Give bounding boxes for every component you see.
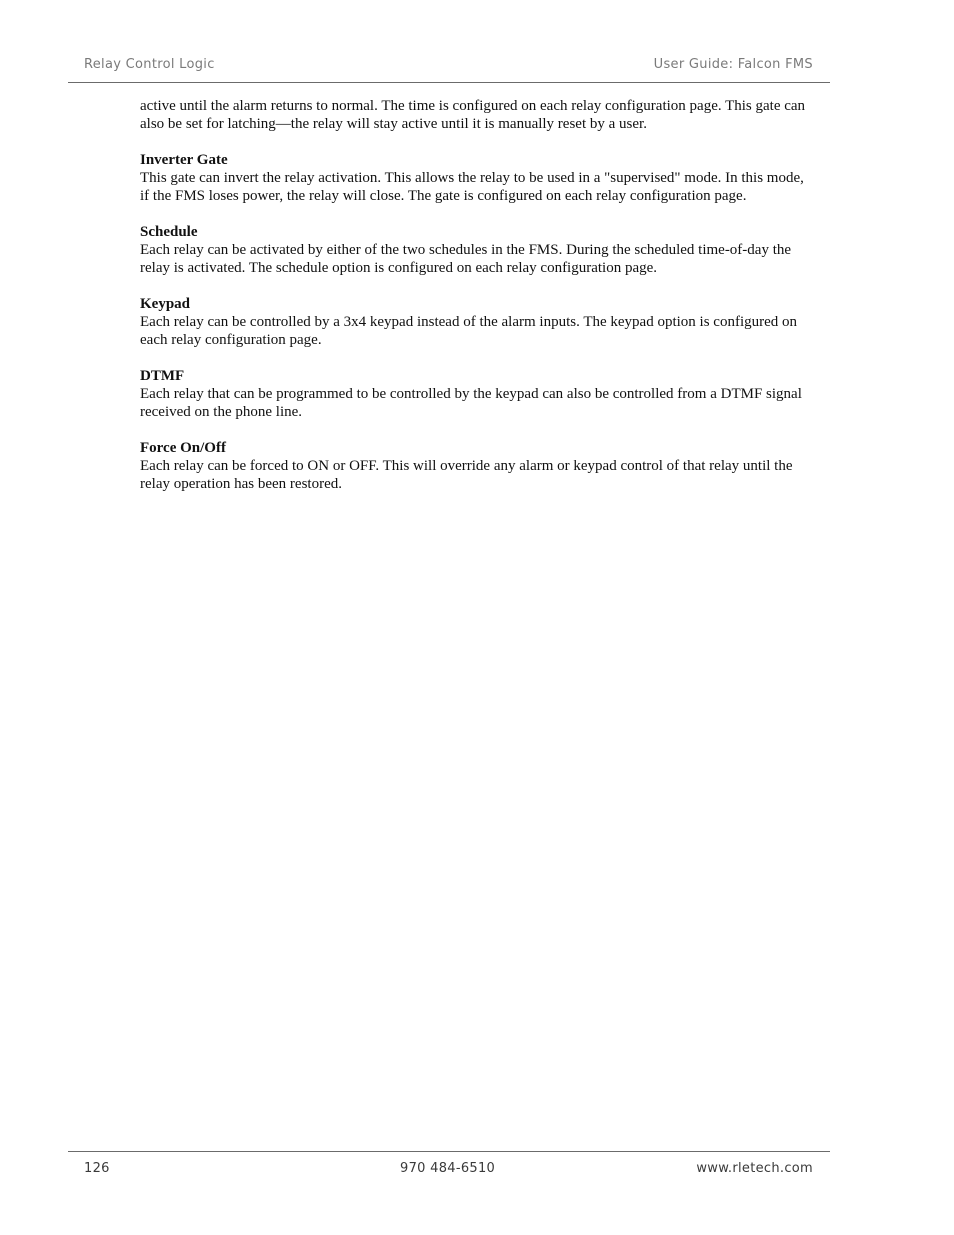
section-heading: Schedule: [140, 224, 198, 240]
section-heading: Inverter Gate: [140, 152, 228, 168]
section-heading: DTMF: [140, 368, 185, 384]
section-schedule: [140, 223, 816, 277]
header-guide-title: User Guide: Falcon FMS: [653, 57, 813, 72]
section-body: Each relay can be forced to ON or OFF. This will override any alarm or keypad control of that relay until the relay operation has been restored.: [140, 458, 793, 492]
footer-phone: 970 484-6510: [400, 1161, 496, 1176]
page-body: [140, 97, 816, 493]
section-force-on-off: [140, 439, 816, 493]
header-divider: [68, 82, 830, 83]
section-dtmf: [140, 367, 816, 421]
section-heading: Keypad: [140, 296, 191, 312]
section-heading: Force On/Off: [140, 440, 226, 456]
section-body: This gate can invert the relay activation. This allows the relay to be used in a "supervised" mode. In this mode, if the FMS loses power, the relay will close. The gate is configured on each relay configuration page.: [140, 170, 804, 204]
intro-paragraph: active until the alarm returns to normal. The time is configured on each relay configuration page. This gate can also be set for latching—the relay will stay active until it is manually reset by a user.: [140, 98, 806, 132]
section-body: Each relay that can be programmed to be controlled by the keypad can also be controlled from a DTMF signal received on the phone line.: [140, 386, 802, 420]
section-body: Each relay can be controlled by a 3x4 keypad instead of the alarm inputs. The keypad option is configured on each relay configuration page.: [140, 314, 798, 348]
header-section-title: Relay Control Logic: [84, 57, 215, 72]
section-body: Each relay can be activated by either of the two schedules in the FMS. During the scheduled time-of-day the relay is activated. The schedule option is configured on each relay configuration page.: [140, 242, 792, 276]
footer-divider: [68, 1151, 830, 1152]
section-inverter-gate: [140, 151, 816, 205]
page-number: 126: [84, 1161, 110, 1176]
footer-website-link[interactable]: www.rletech.com: [696, 1161, 813, 1176]
section-keypad: [140, 295, 816, 349]
